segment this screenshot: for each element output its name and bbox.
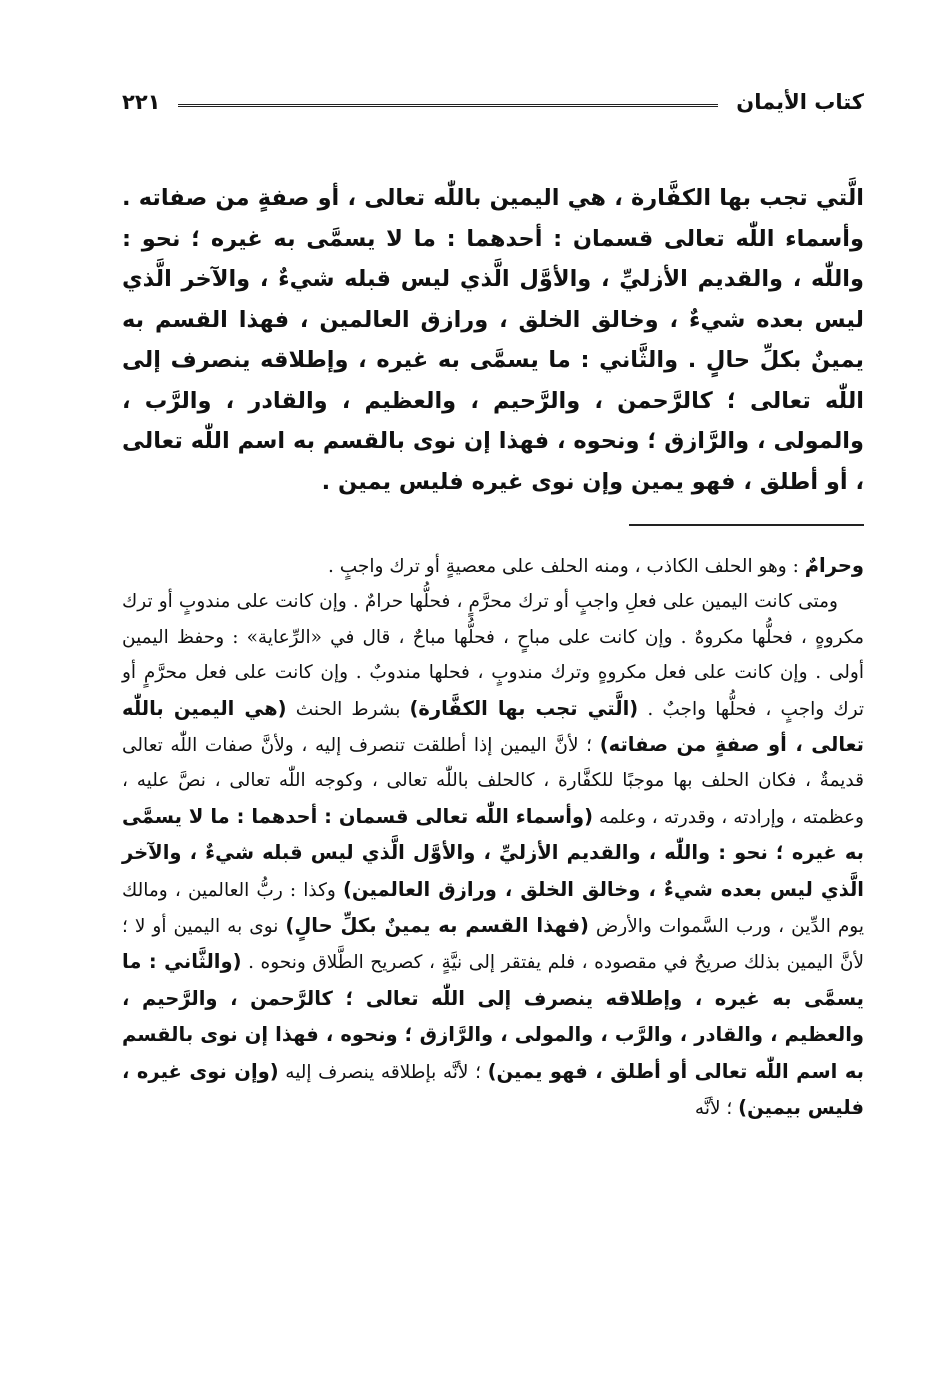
main-text-paragraph: الَّتي تجب بها الكفَّارة ، هي اليمين باللّٰه تعالى ، أو صفةٍ من صفاته . وأسماء اللّٰه تعالى قسمان : أحدهما : ما لا يسمَّى به غيره ؛ نحو : واللّٰه ، والقديم الأزليِّ ، والأوَّل الَّذي ليس قبله شيءٌ ، والآخر الَّذي ليس بعده شيءٌ ، وخالق الخلق ، ورازق العالمين ، فهذا القسم به يمينٌ بكلِّ حالٍ . والثَّاني : ما يسمَّى به غيره ، وإطلاقه ينصرف إلى اللّٰه تعالى ؛ كالرَّحمن ، والرَّحيم ، والعظيم ، والقادر ، والرَّب ، والمولى ، والرَّازق ؛ ونحوه ، فهذا إن نوى بالقسم به اسم اللّٰه تعالى ، أو أطلق ، فهو يمين وإن نوى غيره فليس يمين . <box>122 185 864 495</box>
footnote-separator <box>629 524 864 526</box>
header-rule <box>178 104 718 107</box>
quoted-base-text: وحرامٌ <box>804 554 864 577</box>
page-number: ٢٢١ <box>122 90 161 114</box>
commentary-segment: نوى به اليمين أو لا ؛ لأنَّ اليمين بذلك صريحٌ في مقصوده ، فلم يفتقر إلى نيَّةٍ ، كصريح الطَّلاق ونحوه . <box>122 916 864 974</box>
quoted-base-text: (فهذا القسم به يمينٌ بكلِّ حالٍ) <box>285 914 589 938</box>
commentary-segment: ومتى كانت اليمين على فعلِ واجبٍ أو ترك محرَّمٍ ، فحلُّها حرامٌ . وإن كانت على مندوبٍ أو ترك مكروهٍ ، فحلُّها مكروهٌ . وإن كانت على مباحٍ ، فحلُّها مباحٌ ، قال في «الرِّعاية» : وحفظ اليمين أولى . وإن كانت على فعل مكروهٍ وترك مندوبٍ ، فحلها مندوبٌ . وإن كانت على فعل محرَّمٍ أو ترك واجبٍ ، فحلُّها واجبٌ . <box>122 591 864 720</box>
commentary-segment: ؛ لأنَّه بإطلاقه ينصرف إليه <box>278 1061 488 1083</box>
page-header <box>122 78 864 126</box>
quoted-base-text: (هي اليمين باللّٰه تعالى ، أو صفةٍ من صفاته) <box>122 696 864 757</box>
commentary-paragraph <box>122 584 864 1126</box>
book-title: كتاب الأيمان <box>736 90 864 114</box>
quoted-base-text: (والثَّاني : ما يسمَّى به غيره ، وإطلاقه ينصرف إلى اللّٰه تعالى ؛ كالرَّحمن ، والرَّحيم ، والعظيم ، والقادر ، والرَّب ، والمولى ، والرَّازق ؛ ونحوه ، فهذا إن نوى بالقسم به اسم اللّٰه تعالى أو أطلق ، فهو يمين) <box>122 950 864 1083</box>
quoted-base-text: (وأسماء اللّٰه تعالى قسمان : أحدهما : ما لا يسمَّى به غيره ؛ نحو : واللّٰه ، والقديم الأزليِّ ، والأوَّل الَّذي ليس قبله شيءٌ ، والآخر الَّذي ليس بعده شيءٌ ، وخالق الخلق ، ورازق العالمين) <box>122 804 864 901</box>
main-text <box>122 178 864 502</box>
commentary-segment: ؛ لأنَّ اليمين إذا أطلقت تنصرف إليه ، ولأنَّ صفات اللّٰه تعالى قديمةٌ ، فكان الحلف بها موجبًا للكفَّارة ، كالحلف باللّٰه تعالى ، وكوجه اللّٰه تعالى ، نصَّ عليه ، وعظمته ، وإرادته ، وقدرته ، وعلمه <box>122 735 864 828</box>
commentary-segment: : وهو الحلف الكاذب ، ومنه الحلف على معصيةٍ أو ترك واجبٍ . <box>328 556 805 577</box>
commentary-text <box>122 548 864 1127</box>
commentary-segment: ؛ لأنَّه <box>694 1098 739 1120</box>
commentary-segment: بشرط الحنث <box>286 698 410 720</box>
book-page <box>122 78 864 1368</box>
commentary-segment: وكذا : ربُّ العالمين ، ومالك يوم الدِّين ، ورب السَّموات والأرض <box>122 879 865 938</box>
quoted-base-text: (وإن نوى غيره ، فليس بيمين) <box>122 1059 864 1120</box>
quoted-base-text: (الَّتي تجب بها الكفَّارة) <box>409 696 639 720</box>
commentary-paragraph <box>122 548 864 584</box>
